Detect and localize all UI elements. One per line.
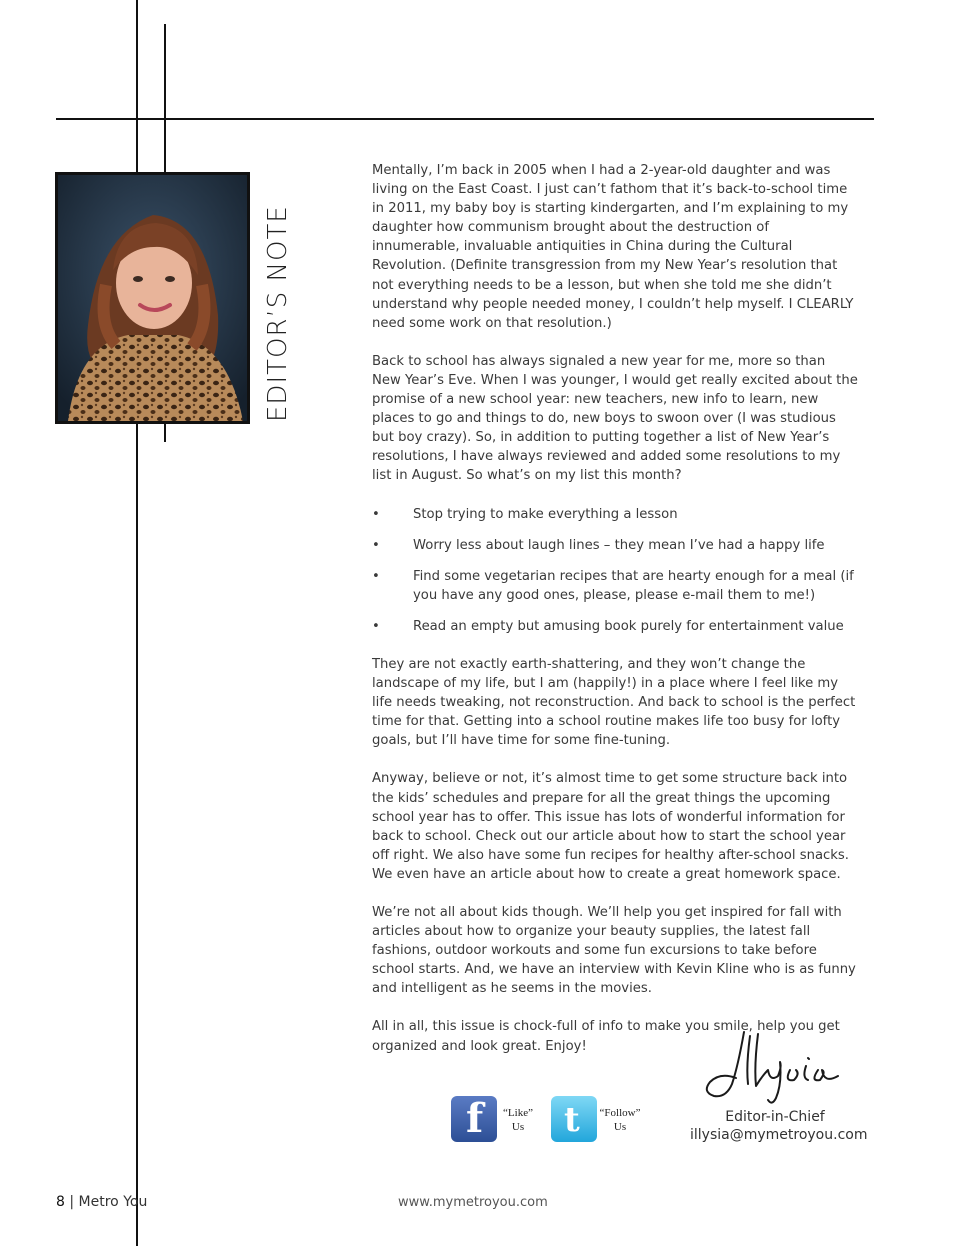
label-line: “Like” (503, 1107, 533, 1119)
bullet: • (372, 618, 380, 634)
horizontal-rule (56, 118, 874, 120)
handwritten-signature (692, 1026, 852, 1106)
list-item (372, 505, 858, 524)
paragraph: They are not exactly earth-shattering, and they won’t change the landscape of my life, but I am (happily!) in a place where I feel like my life needs tweaking, not reconstruction. And back to school is the perfect time for that. Getting into a school routine makes life too busy for lofty goals, but I’ll have time for some fine-tuning. (372, 656, 856, 749)
editor-portrait-photo (55, 172, 250, 424)
list-item-text: Worry less about laugh lines – they mean I’ve had a happy life (413, 537, 825, 553)
facebook-glyph: f (466, 1095, 484, 1142)
list-item (372, 536, 858, 555)
twitter-icon[interactable] (551, 1096, 597, 1142)
signature-title: Editor-in-Chief (725, 1109, 825, 1125)
label-line: “Follow” (599, 1107, 641, 1119)
section-title: EDITOR’S NOTE (263, 205, 293, 422)
page-footer-left (56, 1194, 147, 1210)
label-line: Us (613, 1121, 627, 1133)
bullet: • (372, 568, 380, 584)
list-item (372, 567, 858, 605)
twitter-glyph: t (564, 1100, 580, 1140)
resolution-list (372, 505, 858, 636)
bullet: • (372, 537, 380, 553)
list-item-text: Stop trying to make everything a lesson (413, 506, 678, 522)
footer-separator: | (69, 1194, 75, 1210)
paragraph: All in all, this issue is chock-full of info to make you smile, help you get organized and look great. Enjoy! (372, 1019, 840, 1054)
website-url[interactable]: www.mymetroyou.com (398, 1195, 548, 1210)
label-line: Us (511, 1121, 525, 1133)
facebook-like-label[interactable] (490, 1106, 546, 1134)
paragraph: We’re not all about kids though. We’ll help you get inspired for fall with articles about how to organize your beauty supplies, the latest fall fashions, outdoor workouts and some fun excursions to take before school starts. And, we have an interview with Kevin Kline who is as funny and intelligent as he seems in the movies. (372, 905, 856, 997)
paragraph: Back to school has always signaled a new year for me, more so than New Year’s Eve. When I was younger, I would get really excited about the promise of a new school year: new teachers, new info to learn, new places to go and things to do, new boys to swoon over (I was studious but boy crazy). So, in addition to putting together a list of New Year’s resolutions, I have always reviewed and added some resolutions to my list in August. So what’s on my list this month? (372, 353, 858, 484)
signature-email: illysia@mymetroyou.com (690, 1127, 868, 1143)
twitter-follow-label[interactable] (592, 1106, 648, 1134)
paragraph: Mentally, I’m back in 2005 when I had a 2-year-old daughter and was living on the East Coast. I just can’t fathom that it’s back-to-school time in 2011, my baby boy is starting kindergarten, and I’m explaining to my daughter how communism brought about the destruction of innumerable, invaluable antiquities in China during the Cultural Revolution. (Definite transgression from my New Year’s resolution that not everything needs to be a lesson, but when she told me she didn’t understand why people needed money, I couldn’t help myself. I CLEARLY need some work on that resolution.) (372, 163, 854, 331)
page-number: 8 (56, 1194, 65, 1210)
bullet: • (372, 506, 380, 522)
list-item-text: Read an empty but amusing book purely for entertainment value (413, 618, 844, 634)
list-item-text: Find some vegetarian recipes that are hearty enough for a meal (if you have any good ones, please, please e-mail them to me!) (413, 568, 854, 603)
editor-letter-body (372, 161, 858, 1075)
publication-name: Metro You (78, 1194, 148, 1210)
list-item (372, 617, 858, 636)
paragraph: Anyway, believe or not, it’s almost time to get some structure back into the kids’ schedules and prepare for all the great things the upcoming school year has to offer. This issue has lots of wonderful information for back to school. Check out our article about how to start the school year off right. We also have some fun recipes for healthy after-school snacks. We even have an article about how to create a great homework space. (372, 771, 849, 882)
